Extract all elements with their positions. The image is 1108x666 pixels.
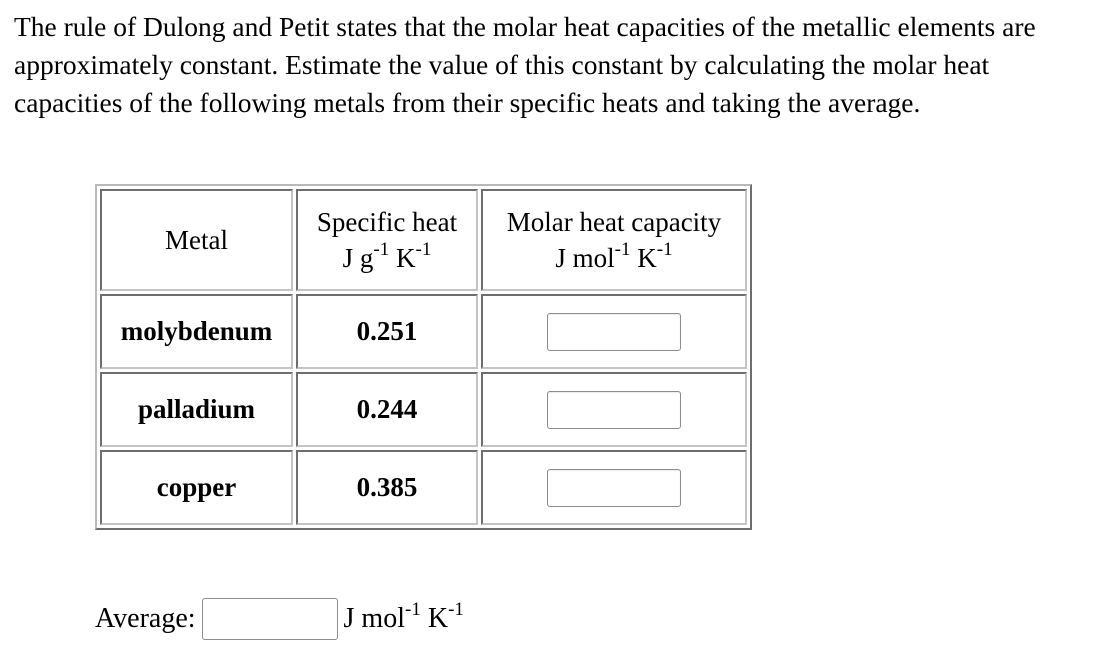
table-row [100,450,747,525]
specific-heat-cell: 0.385 [296,450,478,525]
header-metal: Metal [100,189,293,291]
average-unit: J mol$^{-1}$ $K^{-1}$ [343,599,464,634]
molar-heat-input-palladium[interactable] [547,391,681,429]
molar-heat-input-copper[interactable] [547,469,681,507]
header-molar-heat-title: Molar heat capacity [506,207,722,237]
metals-table [95,184,752,530]
header-molar-heat [481,189,747,291]
molar-heat-cell [481,372,747,447]
question-text: The rule of Dulong and Petit states that the molar heat capacities of the metallic elements are approximately constant. Estimate the value of this constant by calculating the molar heat capacities of the following metals from their specific heats and taking the average. [14,11,1036,118]
header-molar-heat-unit: J mol$^{-1}$ $K^{-1}$ [555,239,673,273]
metal-name-cell: copper [100,450,293,525]
molar-heat-cell [481,450,747,525]
average-row [95,597,464,641]
metal-name-cell: molybdenum [100,294,293,369]
header-specific-heat-title: Specific heat [316,207,458,237]
average-label: Average: [95,603,196,634]
specific-heat-cell: 0.244 [296,372,478,447]
specific-heat-cell: 0.251 [296,294,478,369]
header-specific-heat-unit: J $g^{-1}$ $K^{-1}$ [342,239,432,273]
average-input[interactable] [202,598,338,640]
header-specific-heat [296,189,478,291]
metal-name-cell: palladium [100,372,293,447]
molar-heat-cell [481,294,747,369]
table-row [100,294,747,369]
table-header-row [100,189,747,291]
table-row [100,372,747,447]
molar-heat-input-molybdenum[interactable] [547,313,681,351]
